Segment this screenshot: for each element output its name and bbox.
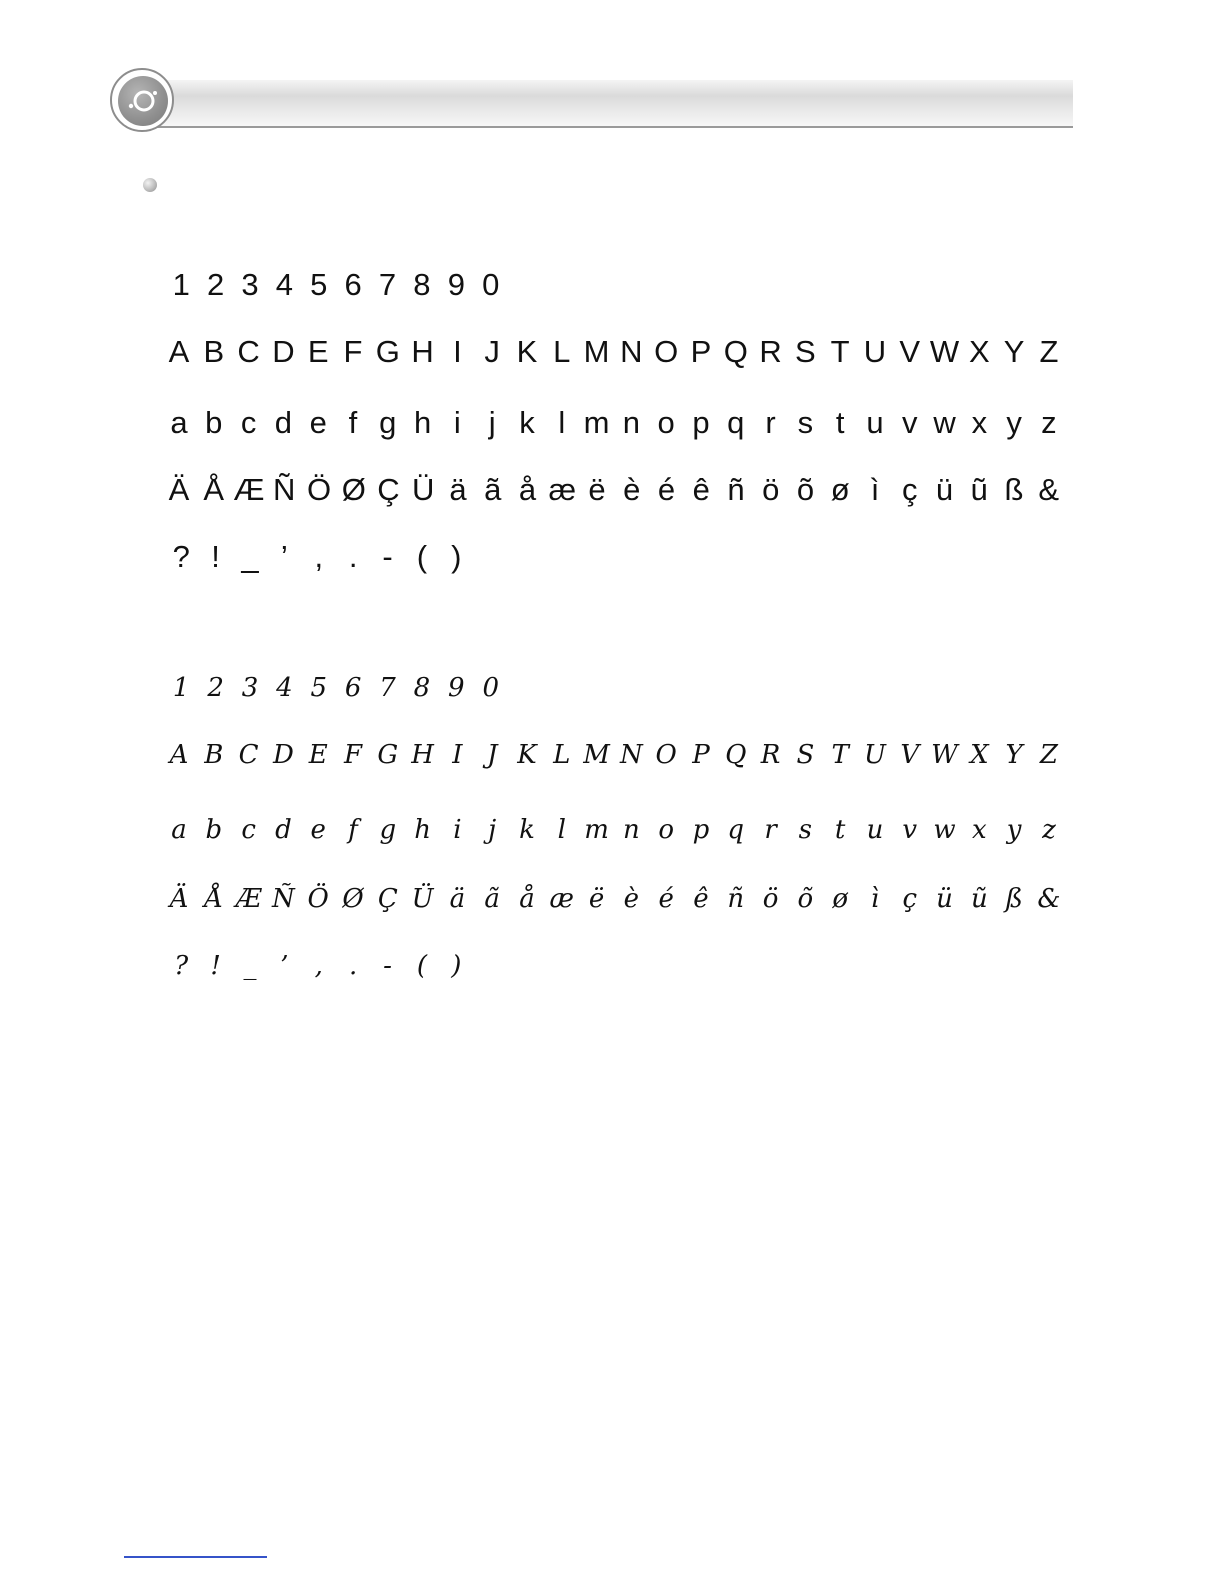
character-glyph: Q — [723, 334, 748, 369]
character-glyph: ö — [762, 472, 780, 507]
character-glyph: I — [452, 740, 463, 770]
character-glyph: z — [1042, 815, 1056, 845]
character-glyph: Å — [204, 884, 224, 914]
character-glyph: x — [971, 815, 987, 845]
character-glyph: & — [1038, 472, 1060, 507]
character-glyph: ê — [693, 884, 709, 914]
script-uppercase-row — [164, 731, 1064, 779]
character-glyph: Q — [725, 740, 747, 770]
header-disc — [118, 76, 168, 126]
character-glyph: V — [899, 334, 921, 369]
character-glyph: Z — [1039, 740, 1058, 770]
script-punctuation-row — [164, 942, 1064, 990]
character-glyph: 3 — [241, 267, 259, 302]
character-glyph: m — [583, 405, 610, 440]
sans-lowercase-row — [164, 399, 1064, 447]
character-glyph: U — [863, 740, 886, 770]
character-glyph: õ — [797, 884, 814, 914]
character-glyph: Ç — [377, 472, 400, 507]
character-glyph: æ — [548, 472, 577, 507]
character-glyph: ũ — [970, 472, 988, 507]
sans-digits-row — [164, 261, 1064, 309]
character-glyph: ? — [172, 539, 190, 574]
character-glyph: V — [900, 740, 920, 770]
character-glyph: i — [453, 815, 462, 845]
character-glyph: . — [349, 951, 358, 981]
character-glyph: s — [798, 815, 813, 845]
character-glyph: 9 — [447, 267, 465, 302]
character-glyph: Ø — [342, 884, 364, 914]
character-glyph: 8 — [413, 673, 431, 703]
sans-punctuation-row — [164, 533, 1064, 581]
character-glyph: Ö — [306, 472, 332, 507]
character-glyph: 0 — [482, 673, 499, 703]
character-glyph: 3 — [241, 673, 259, 703]
character-glyph: c — [240, 405, 257, 440]
character-glyph: R — [759, 334, 782, 369]
character-glyph: ñ — [727, 884, 745, 914]
character-glyph: N — [619, 740, 643, 770]
character-glyph: - — [382, 539, 393, 574]
character-glyph: ! — [210, 951, 221, 981]
character-glyph: G — [377, 740, 399, 770]
character-glyph: O — [655, 740, 677, 770]
character-glyph: H — [411, 740, 434, 770]
character-glyph: e — [310, 815, 326, 845]
character-glyph: z — [1041, 405, 1057, 440]
character-glyph: 6 — [344, 673, 362, 703]
character-glyph: a — [170, 405, 188, 440]
character-glyph: å — [518, 472, 537, 507]
character-glyph: o — [657, 405, 675, 440]
character-glyph: ) — [451, 539, 462, 574]
character-glyph: 4 — [276, 673, 293, 703]
character-glyph: ã — [484, 884, 500, 914]
character-glyph: W — [929, 334, 960, 369]
character-glyph: u — [866, 405, 884, 440]
character-glyph: l — [557, 815, 566, 845]
character-glyph: A — [169, 740, 189, 770]
character-glyph: p — [692, 405, 710, 440]
character-glyph: Z — [1039, 334, 1059, 369]
character-glyph: Ü — [411, 884, 434, 914]
character-glyph: G — [375, 334, 400, 369]
character-glyph: . — [348, 539, 358, 574]
character-glyph: , — [314, 539, 324, 574]
character-glyph: C — [237, 334, 260, 369]
character-glyph: k — [519, 405, 535, 440]
character-glyph: ø — [832, 884, 848, 914]
character-glyph: Ä — [169, 884, 189, 914]
character-glyph: r — [765, 405, 776, 440]
character-glyph: S — [796, 740, 815, 770]
character-glyph: ü — [936, 884, 953, 914]
character-glyph: é — [657, 472, 676, 507]
character-glyph: å — [519, 884, 535, 914]
character-glyph: , — [314, 951, 323, 981]
character-glyph: 7 — [378, 267, 397, 302]
character-glyph: r — [764, 815, 777, 845]
character-glyph: ü — [935, 472, 954, 507]
character-glyph: _ — [241, 539, 259, 574]
character-glyph: Æ — [235, 884, 262, 914]
character-glyph: æ — [549, 884, 574, 914]
character-glyph: ä — [449, 884, 466, 914]
character-glyph: Ä — [168, 472, 190, 507]
character-glyph: Y — [1003, 334, 1025, 369]
character-glyph: A — [168, 334, 190, 369]
character-glyph: F — [343, 740, 362, 770]
character-glyph: é — [658, 884, 674, 914]
character-glyph: j — [488, 815, 497, 845]
footer-rule — [124, 1556, 267, 1558]
character-glyph: T — [831, 740, 849, 770]
character-glyph: 5 — [310, 673, 328, 703]
character-glyph: X — [970, 740, 989, 770]
character-glyph: ß — [1004, 472, 1024, 507]
character-glyph: t — [834, 815, 846, 845]
character-glyph: J — [486, 740, 498, 770]
section-header-bar — [110, 68, 1073, 132]
character-glyph: g — [379, 405, 397, 440]
character-glyph: 8 — [413, 267, 431, 302]
character-glyph: y — [1006, 405, 1022, 440]
character-glyph: b — [205, 815, 223, 845]
character-glyph: 7 — [379, 673, 396, 703]
character-glyph: c — [241, 815, 256, 845]
script-digits-row — [164, 664, 1064, 712]
character-glyph: L — [553, 334, 571, 369]
character-glyph: ç — [902, 472, 918, 507]
character-glyph: Ñ — [273, 472, 296, 507]
sans-accented-row — [164, 466, 1064, 514]
character-glyph: p — [692, 815, 710, 845]
character-glyph: n — [622, 405, 640, 440]
character-glyph: k — [519, 815, 535, 845]
character-glyph: U — [863, 334, 887, 369]
character-glyph: F — [343, 334, 363, 369]
character-glyph: N — [620, 334, 643, 369]
character-glyph: ? — [174, 951, 189, 981]
character-glyph: X — [968, 334, 990, 369]
character-glyph: 6 — [344, 267, 362, 302]
character-glyph: õ — [796, 472, 815, 507]
character-glyph: O — [654, 334, 679, 369]
character-glyph: t — [835, 405, 845, 440]
character-glyph: B — [203, 334, 225, 369]
character-glyph: D — [272, 740, 294, 770]
character-glyph: ñ — [727, 472, 745, 507]
character-glyph: E — [307, 334, 329, 369]
character-glyph: W — [931, 740, 958, 770]
character-glyph: ) — [451, 951, 462, 981]
character-glyph: ø — [830, 472, 850, 507]
character-glyph: ë — [588, 884, 605, 914]
character-glyph: i — [453, 405, 461, 440]
character-glyph: 5 — [310, 267, 328, 302]
character-glyph: ß — [1005, 884, 1023, 914]
character-glyph: m — [584, 815, 609, 845]
character-glyph: q — [727, 815, 745, 845]
character-glyph: u — [866, 815, 884, 845]
character-glyph: L — [553, 740, 571, 770]
character-glyph: 2 — [207, 673, 224, 703]
character-glyph: ’ — [280, 951, 289, 981]
character-glyph: ì — [870, 472, 880, 507]
character-glyph: d — [274, 405, 293, 440]
character-glyph: q — [727, 405, 745, 440]
character-glyph: è — [623, 884, 640, 914]
character-glyph: ( — [416, 539, 428, 574]
character-glyph: _ — [243, 951, 257, 981]
character-glyph: w — [933, 815, 956, 845]
character-glyph: ö — [762, 884, 779, 914]
character-glyph: a — [171, 815, 187, 845]
character-glyph: b — [205, 405, 223, 440]
character-glyph: ä — [449, 472, 467, 507]
character-glyph: v — [902, 815, 918, 845]
character-glyph: ê — [692, 472, 710, 507]
character-glyph: I — [453, 334, 462, 369]
script-accented-row — [164, 875, 1064, 923]
character-glyph: R — [760, 740, 781, 770]
character-glyph: K — [517, 740, 537, 770]
character-glyph: B — [204, 740, 224, 770]
character-glyph: Ö — [307, 884, 329, 914]
character-glyph: Ç — [377, 884, 398, 914]
character-glyph: M — [583, 334, 610, 369]
character-glyph: 0 — [482, 267, 500, 302]
character-glyph: v — [901, 405, 918, 440]
character-glyph: h — [413, 405, 432, 440]
character-glyph: - — [383, 951, 392, 981]
character-glyph: D — [272, 334, 295, 369]
character-glyph: 1 — [172, 673, 190, 703]
character-glyph: f — [348, 405, 358, 440]
character-glyph: f — [348, 815, 358, 845]
character-glyph: J — [484, 334, 500, 369]
character-glyph: P — [690, 334, 712, 369]
character-glyph: ( — [416, 951, 427, 981]
character-glyph: o — [658, 815, 674, 845]
character-glyph: s — [797, 405, 814, 440]
character-glyph: j — [488, 405, 496, 440]
character-glyph: ũ — [970, 884, 988, 914]
character-glyph: h — [414, 815, 431, 845]
character-glyph: Ø — [341, 472, 366, 507]
character-glyph: Æ — [233, 472, 265, 507]
character-glyph: d — [275, 815, 292, 845]
character-glyph: l — [558, 405, 566, 440]
sans-uppercase-row — [164, 328, 1064, 376]
character-glyph: n — [622, 815, 640, 845]
character-glyph: T — [830, 334, 850, 369]
character-glyph: Å — [203, 472, 225, 507]
character-glyph: ! — [211, 539, 220, 574]
character-glyph: ’ — [280, 539, 288, 574]
character-glyph: C — [238, 740, 259, 770]
character-glyph: e — [309, 405, 327, 440]
character-glyph: ë — [588, 472, 606, 507]
character-glyph: ì — [870, 884, 880, 914]
character-glyph: K — [516, 334, 538, 369]
character-glyph: x — [971, 405, 988, 440]
character-glyph: ç — [902, 884, 918, 914]
character-glyph: 4 — [275, 267, 293, 302]
character-glyph: 2 — [206, 267, 225, 302]
character-glyph: ã — [484, 472, 502, 507]
character-glyph: g — [379, 815, 397, 845]
bullet-icon — [143, 178, 157, 192]
dot-circle-icon — [118, 76, 168, 126]
character-glyph: S — [795, 334, 816, 369]
character-glyph: w — [933, 405, 956, 440]
character-glyph: & — [1037, 884, 1061, 914]
character-glyph: 9 — [448, 673, 465, 703]
character-glyph: 1 — [172, 267, 190, 302]
character-glyph: Y — [1005, 740, 1023, 770]
header-band — [140, 80, 1073, 128]
character-glyph: P — [692, 740, 710, 770]
character-glyph: Ñ — [272, 884, 295, 914]
character-glyph: H — [411, 334, 434, 369]
character-glyph: M — [583, 740, 610, 770]
character-glyph: Ü — [412, 472, 435, 507]
header-badge — [110, 68, 174, 132]
character-glyph: y — [1006, 815, 1022, 845]
character-glyph: E — [308, 740, 328, 770]
script-lowercase-row — [164, 806, 1064, 854]
character-glyph: è — [623, 472, 641, 507]
